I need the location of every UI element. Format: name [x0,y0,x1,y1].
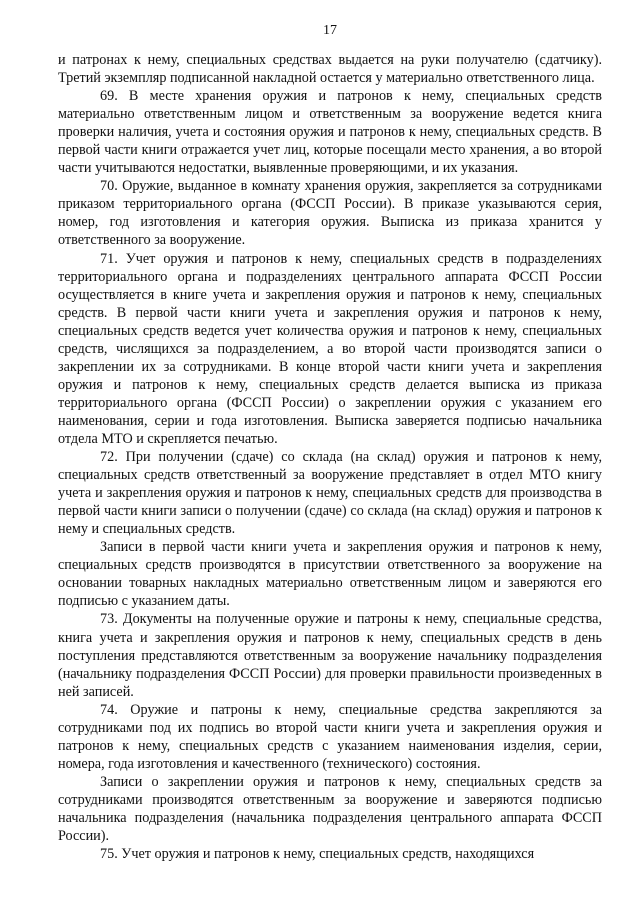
paragraph-72: 72. При получении (сдаче) со склада (на склад) оружия и патронов к нему, специальных средств ответственный за вооружение представляет в отдел МТО книгу учета и закрепления оружия и патронов к нему, специальных средств для производства в первой части книги записи о получении (сдаче) со склада (на склад) оружия и патронов к нему и специальных средств. [58,449,602,538]
paragraph-72-records: Записи в первой части книги учета и закрепления оружия и патронов к нему, специальных средств производятся в присутствии ответственного за вооружение на основании товарных накладных материально ответственным лицом и заверяются его подписью с указанием даты. [58,539,602,610]
paragraph-70: 70. Оружие, выданное в комнату хранения оружия, закрепляется за сотрудниками приказом территориального органа (ФССП России). В приказе указываются серия, номер, год изготовления и категория оружия. Выписка из приказа хранится у ответственного за вооружение. [58,178,602,249]
paragraph-75: 75. Учет оружия и патронов к нему, специальных средств, находящихся [100,846,535,863]
paragraph-74: 74. Оружие и патроны к нему, специальные средства закрепляются за сотрудниками под их подпись во второй части книги учета и закрепления оружия и патронов к нему, специальных средств с указанием наименования изделия, серии, номера, года изготовления и качественного (технического) состояния. [58,701,602,772]
paragraph-continuation: и патронах к нему, специальных средствах выдается на руки получателю (сдатчику). Третий экземпляр подписанной накладной остается у материально ответственного лица. [58,52,602,87]
paragraph-73: 73. Документы на полученные оружие и патроны к нему, специальные средства, книга учета и закрепления оружия и патронов к нему, специальных средств в день поступления представляются ответственным за вооружение начальнику подразделения (начальнику подразделения ФССП России) для проверки правильности произведенных в ней записей. [58,611,602,700]
page-number: 17 [323,23,337,38]
paragraph-71: 71. Учет оружия и патронов к нему, специальных средств в подразделениях территориального органа и подразделениях центрального аппарата ФССП России осуществляется в книге учета и закрепления оружия и патронов к нему, специальных средств. В первой части книги учета и закрепления оружия и патронов к нему, специальных средств ведется учет количества оружия и патронов к нему, специальных средств, числящихся за подразделением, а во второй части производятся записи о закреплении их за сотрудниками. В конце второй части книги учета и закрепления оружия и патронов к нему, специальных средств делается выписка из приказа территориального органа (ФССП России) о закреплении оружия с указанием его наименования, серии и года изготовления. Выписка заверяется подписью начальника отдела МТО и скрепляется печатью. [58,250,602,447]
paragraph-74-records: Записи о закреплении оружия и патронов к нему, специальных средств за сотрудниками производятся ответственным за вооружение и заверяются подписью начальника подразделения (начальника подразделения центрального аппарата ФССП России). [58,773,602,845]
paragraph-69: 69. В месте хранения оружия и патронов к нему, специальных средств материально ответственным лицом и ответственным за вооружение ведется книга проверки наличия, учета и состояния оружия и патронов к нему, специальных средств. В первой части книги отражается учет лиц, которые посещали место хранения, а во второй части учитываются недостатки, выявленные проверяющими, и их указания. [58,88,602,177]
document-body [58,51,602,863]
